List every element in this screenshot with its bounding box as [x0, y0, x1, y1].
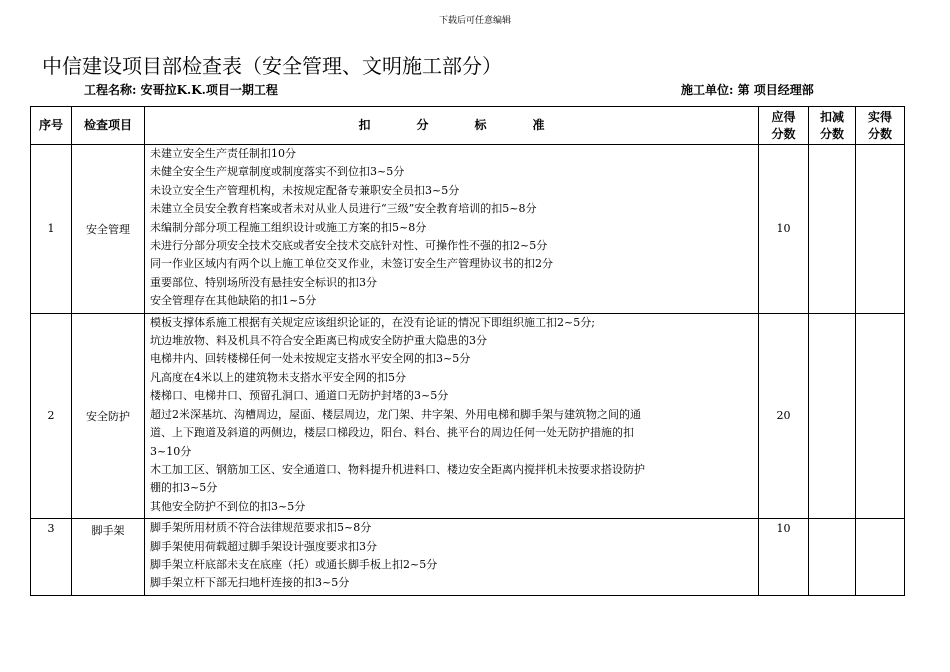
page-title: 中信建设项目部检查表（安全管理、文明施工部分）: [42, 54, 502, 78]
row-score-actual[interactable]: [856, 519, 905, 596]
project-label: 工程名称:: [84, 83, 137, 97]
row-standards: 脚手架所用材质不符合法律规范要求扣5~8分 脚手架使用荷载超过脚手架设计强度要求扣3分 脚手架立杆底部未支在底座（托）或通长脚手板上扣2~5分 脚手架立杆下部无扫地杆连接的扣3~5分: [145, 519, 759, 596]
row-item: 脚手架: [72, 519, 145, 596]
row-score-deduct[interactable]: [809, 519, 856, 596]
header-standard-char: 扣: [358, 118, 371, 132]
header-standard-char: 标: [474, 118, 487, 132]
row-standards: 模板支撑体系施工根据有关规定应该组织论证的，在没有论证的情况下即组织施工扣2~5分; 坑边堆放物、料及机具不符合安全距离已构成安全防护重大隐患的3分 电梯井内、回转楼梯任何一处未按规定支搭水平安全网的扣3~5分 凡高度在4米以上的建筑物未支搭水平安全网的扣5分 楼梯口、电梯井口、预留孔洞口、通道口无防护封堵的3~5分 超过2米深基坑、沟槽周边，屋面、楼层周边，龙门架、井字架、外用电梯和脚手架与建筑物之间的通 道、上下跑道及斜道的两侧边，楼层口梯段边，阳台、料台、挑平台的周边任何一处无防护措施的扣 3~10分 木工加工区、钢筋加工区、安全通道口、物料提升机进料口、楼边安全距离内搅拌机未按要求搭设防护 棚的扣3~5分 其他安全防护不到位的扣3~5分: [145, 313, 759, 518]
row-no: 3: [31, 519, 72, 596]
row-no: 1: [31, 145, 72, 314]
table-row: [31, 519, 905, 596]
row-score-due: 10: [759, 145, 809, 314]
header-no: 序号: [31, 107, 72, 145]
row-score-deduct[interactable]: [809, 313, 856, 518]
top-note: 下载后可任意编辑: [438, 16, 511, 26]
row-score-due: 10: [759, 519, 809, 596]
unit-label: 施工单位:: [681, 83, 734, 97]
header-standard-char: 准: [532, 118, 545, 132]
row-score-deduct[interactable]: [809, 145, 856, 314]
row-score-due: 20: [759, 313, 809, 518]
header-standard: [145, 107, 759, 145]
row-standards: 未建立安全生产责任制扣10分 未健全安全生产规章制度或制度落实不到位扣3~5分 未设立安全生产管理机构，未按规定配备专兼职安全员扣3~5分 未建立全员安全教育档案或者未对从业人员进行“三级”安全教育培训的扣5~8分 未编制分部分项工程施工组织设计或施工方案的扣5~8分 未进行分部分项安全技术交底或者安全技术交底针对性、可操作性不强的扣2~5分 同一作业区域内有两个以上施工单位交叉作业，未签订安全生产管理协议书的扣2分 重要部位、特别场所没有悬挂安全标识的扣3分 安全管理存在其他缺陷的扣1~5分: [145, 145, 759, 314]
row-item: 安全管理: [72, 145, 145, 314]
row-score-actual[interactable]: [856, 313, 905, 518]
header-standard-char: 分: [416, 118, 429, 132]
row-no: 2: [31, 313, 72, 518]
row-score-actual[interactable]: [856, 145, 905, 314]
header-score-due: 应得 分数: [759, 107, 809, 145]
construction-unit: [681, 81, 814, 98]
table-row: [31, 145, 905, 314]
header-score-actual: 实得 分数: [856, 107, 905, 145]
unit-value: 第 项目经理部: [737, 83, 814, 97]
row-item: 安全防护: [72, 313, 145, 518]
project-name: [84, 81, 278, 98]
table-row: [31, 313, 905, 518]
header-item: 检查项目: [72, 107, 145, 145]
header-score-deduct: 扣减 分数: [809, 107, 856, 145]
project-value: 安哥拉K.K.项目一期工程: [140, 83, 278, 97]
table-header-row: [31, 107, 905, 145]
inspection-table: [30, 106, 905, 596]
